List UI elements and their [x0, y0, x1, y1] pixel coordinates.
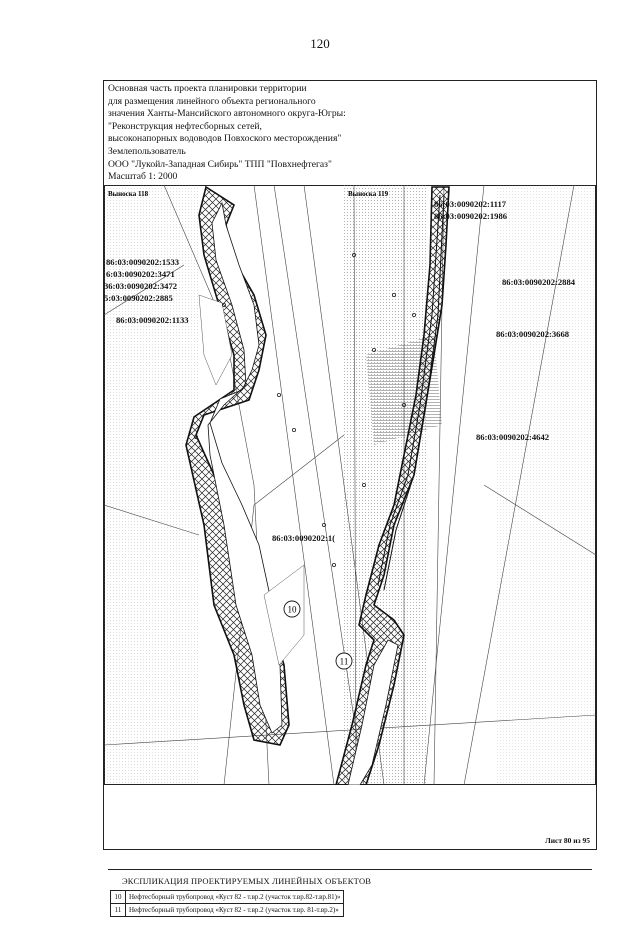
- header-line: для размещения линейного объекта регионального: [108, 95, 316, 107]
- parcel-label: 86:03:0090202:1986: [434, 211, 508, 221]
- object-marker-label: 10: [287, 604, 297, 615]
- extract-label-119: Выноска 119: [348, 190, 389, 198]
- legend-row: [111, 904, 344, 917]
- object-marker-11: [336, 653, 352, 669]
- legend-row-number: 11: [111, 904, 126, 917]
- legend-row-number: 10: [111, 891, 126, 904]
- header-line: Основная часть проекта планировки территории: [108, 83, 307, 94]
- parcel-label: 86:03:0090202:1117: [434, 199, 507, 209]
- header-line: "Реконструкция нефтесборных сетей,: [108, 120, 262, 132]
- right-texture: [496, 185, 596, 785]
- page-number: 120: [310, 36, 330, 51]
- legend: [110, 876, 586, 917]
- parcel-label: 86:03:0090202:3668: [496, 329, 570, 339]
- header-line: значения Ханты-Мансийского автономного округа-Югры:: [108, 108, 346, 120]
- parcel-label: 6:03:0090202:3471: [106, 269, 175, 279]
- map-sheet: [103, 80, 597, 914]
- sheet-label: Лист 80 из 95: [545, 836, 590, 845]
- map-drawing: [104, 185, 596, 871]
- legend-row-text: Нефтесборный трубопровод «Куст 82 - т.вр.2 (участок т.вр. 81-т.вр.2)»: [126, 904, 344, 917]
- header-line: Землепользователь: [108, 145, 186, 157]
- parcel-label: 36:03:0090202:3472: [104, 281, 178, 291]
- parcel-label: 86:03:0090202:1(: [272, 533, 336, 543]
- legend-row-text: Нефтесборный трубопровод «Куст 82 - т.вр.2 (участок т.вр.82-т.вр.81)»: [126, 891, 344, 904]
- parcel-label: 86:03:0090202:4642: [476, 432, 550, 442]
- parcel-label: 86:03:0090202:1133: [116, 315, 189, 325]
- legend-title: ЭКСПЛИКАЦИЯ ПРОЕКТИРУЕМЫХ ЛИНЕЙНЫХ ОБЪЕКТОВ: [122, 876, 372, 886]
- legend-row: [111, 891, 344, 904]
- legend-table: [110, 890, 344, 917]
- header-line: Масштаб 1: 2000: [108, 171, 178, 183]
- extract-label-118: Выноска 118: [108, 190, 149, 198]
- parcel-label: 5:03:0090202:2885: [104, 293, 173, 303]
- parcel-label: 86:03:0090202:1533: [106, 257, 180, 267]
- object-marker-label: 11: [339, 656, 349, 667]
- project-header: [108, 83, 588, 184]
- header-line: высоконапорных водоводов Повхоского месторождения": [108, 133, 342, 145]
- map-svg: [104, 185, 596, 785]
- object-marker-10: [284, 601, 300, 617]
- parcel-label: 86:03:0090202:2884: [502, 277, 576, 287]
- header-line: ООО "Лукойл-Западная Сибирь" ТПП "Повхнефтегаз": [108, 158, 332, 170]
